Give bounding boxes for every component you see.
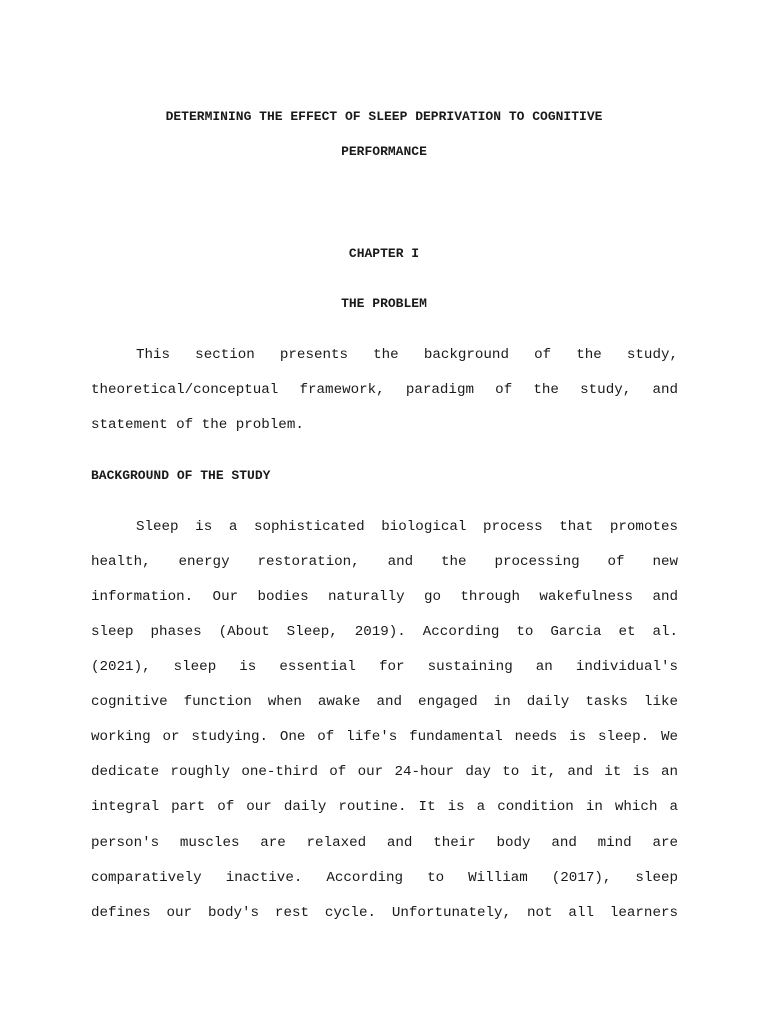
intro-paragraph-line: theoretical/conceptual framework, paradigm of the study, and xyxy=(91,382,678,398)
body-paragraph-line: defines our body's rest cycle. Unfortunately, not all learners xyxy=(91,905,678,921)
section-heading: BACKGROUND OF THE STUDY xyxy=(91,468,271,483)
body-paragraph-line: cognitive function when awake and engaged in daily tasks like xyxy=(91,694,678,710)
body-paragraph-line: integral part of our daily routine. It is a condition in which a xyxy=(91,799,678,815)
body-paragraph-line: health, energy restoration, and the processing of new xyxy=(91,554,678,570)
document-title-line-1: DETERMINING THE EFFECT OF SLEEP DEPRIVATION TO COGNITIVE xyxy=(165,109,603,124)
body-paragraph-line: (2021), sleep is essential for sustaining an individual's xyxy=(91,659,678,675)
chapter-label: CHAPTER I xyxy=(348,246,420,261)
document-title-line-2: PERFORMANCE xyxy=(341,144,427,159)
chapter-title: THE PROBLEM xyxy=(341,296,427,311)
body-paragraph-line: person's muscles are relaxed and their body and mind are xyxy=(91,835,678,851)
intro-paragraph-line: This section presents the background of the study, xyxy=(136,347,678,363)
body-paragraph-line: working or studying. One of life's fundamental needs is sleep. We xyxy=(91,729,678,745)
body-paragraph-line: sleep phases (About Sleep, 2019). According to Garcia et al. xyxy=(91,624,678,640)
body-paragraph-line: dedicate roughly one-third of our 24-hour day to it, and it is an xyxy=(91,764,678,780)
body-paragraph-line: information. Our bodies naturally go through wakefulness and xyxy=(91,589,678,605)
body-paragraph-line: Sleep is a sophisticated biological process that promotes xyxy=(136,519,678,535)
body-paragraph-line: comparatively inactive. According to William (2017), sleep xyxy=(91,870,678,886)
intro-paragraph-line: statement of the problem. xyxy=(91,417,304,433)
